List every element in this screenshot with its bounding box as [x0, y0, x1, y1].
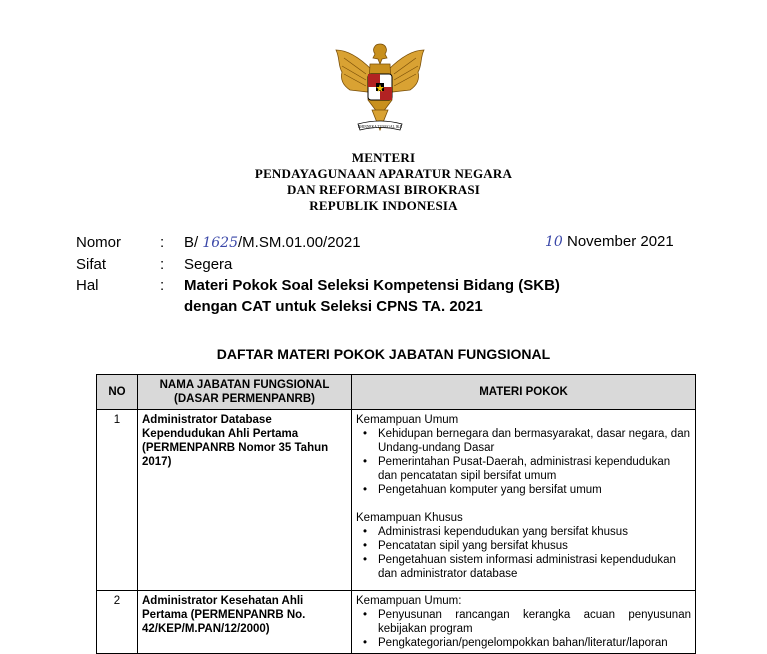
- ministry-line-2: PENDAYAGUNAAN APARATUR NEGARA: [254, 166, 513, 181]
- hal-label: Hal: [76, 277, 99, 294]
- sifat-value: Segera: [184, 256, 233, 273]
- date-day-handwritten: 10: [545, 234, 563, 250]
- header-jabatan-line2: (DASAR PERMENPANRB): [174, 393, 315, 405]
- header-jabatan: [138, 375, 352, 410]
- ministry-line-1: MENTERI: [351, 150, 416, 165]
- materi-list: [356, 525, 691, 581]
- row-jabatan: Administrator Kesehatan Ahli Pertama (PERMENPANRB No. 42/KEP/M.PAN/12/2000): [138, 591, 352, 654]
- list-item: • Pengkategorian/pengelompokkan bahan/literatur/laporan: [378, 636, 691, 650]
- list-item: • Pengetahuan sistem informasi administrasi kependudukan dan administrator database: [378, 553, 691, 581]
- table-header-row: [97, 375, 696, 410]
- group-title: Kemampuan Umum:: [356, 595, 462, 607]
- header-materi: MATERI POKOK: [352, 375, 696, 410]
- hal-colon: :: [160, 277, 165, 294]
- row-no: 2: [97, 591, 138, 654]
- header-jabatan-line1: NAMA JABATAN FUNGSIONAL: [159, 379, 330, 391]
- nomor-prefix: B/: [184, 234, 199, 251]
- emblem-motto: BHINNEKA TUNGGAL IKA: [358, 125, 402, 129]
- list-item: • Pengetahuan komputer yang bersifat umum: [378, 483, 691, 497]
- hal-line-2: dengan CAT untuk Seleksi CPNS TA. 2021: [184, 298, 483, 315]
- materi-list: [356, 608, 691, 650]
- list-item: • Penyusunan rancangan kerangka acuan penyusunan kebijakan program: [378, 608, 691, 636]
- nomor-handwritten: 1625: [202, 235, 238, 251]
- row-materi: [352, 591, 696, 654]
- list-item: • Pemerintahan Pusat-Daerah, administrasi kependudukan dan pencatatan sipil bersifat umum: [378, 455, 691, 483]
- row-no: 1: [97, 410, 138, 591]
- garuda-emblem-icon: [330, 40, 430, 138]
- row-jabatan: Administrator Database Kependudukan Ahli Pertama (PERMENPANRB Nomor 35 Tahun 2017): [138, 410, 352, 591]
- ministry-line-3: DAN REFORMASI BIROKRASI: [286, 182, 481, 197]
- nomor-label: Nomor: [76, 234, 122, 251]
- row-materi: [352, 410, 696, 591]
- document-title: DAFTAR MATERI POKOK JABATAN FUNGSIONAL: [216, 346, 551, 362]
- nomor-value: [184, 234, 361, 251]
- nomor-suffix: /M.SM.01.00/2021: [238, 234, 361, 251]
- list-item: • Administrasi kependudukan yang bersifat khusus: [378, 525, 691, 539]
- sifat-colon: :: [160, 256, 165, 273]
- group-title: Kemampuan Umum: [356, 414, 459, 426]
- list-item: • Kehidupan bernegara dan bermasyarakat, dasar negara, dan Undang-undang Dasar: [378, 427, 691, 455]
- table-row: [97, 410, 696, 591]
- materi-table: [96, 374, 696, 654]
- header-no: NO: [97, 375, 138, 410]
- list-item: • Pencatatan sipil yang bersifat khusus: [378, 539, 691, 553]
- ministry-line-4: REPUBLIK INDONESIA: [309, 198, 458, 213]
- hal-line-1: Materi Pokok Soal Seleksi Kompetensi Bidang (SKB): [184, 277, 560, 294]
- date-rest: November 2021: [567, 233, 674, 250]
- letter-date: [545, 233, 674, 250]
- sifat-label: Sifat: [76, 256, 107, 273]
- group-title: Kemampuan Khusus: [356, 512, 463, 524]
- materi-list: [356, 427, 691, 497]
- table-row: [97, 591, 696, 654]
- nomor-colon: :: [160, 234, 165, 251]
